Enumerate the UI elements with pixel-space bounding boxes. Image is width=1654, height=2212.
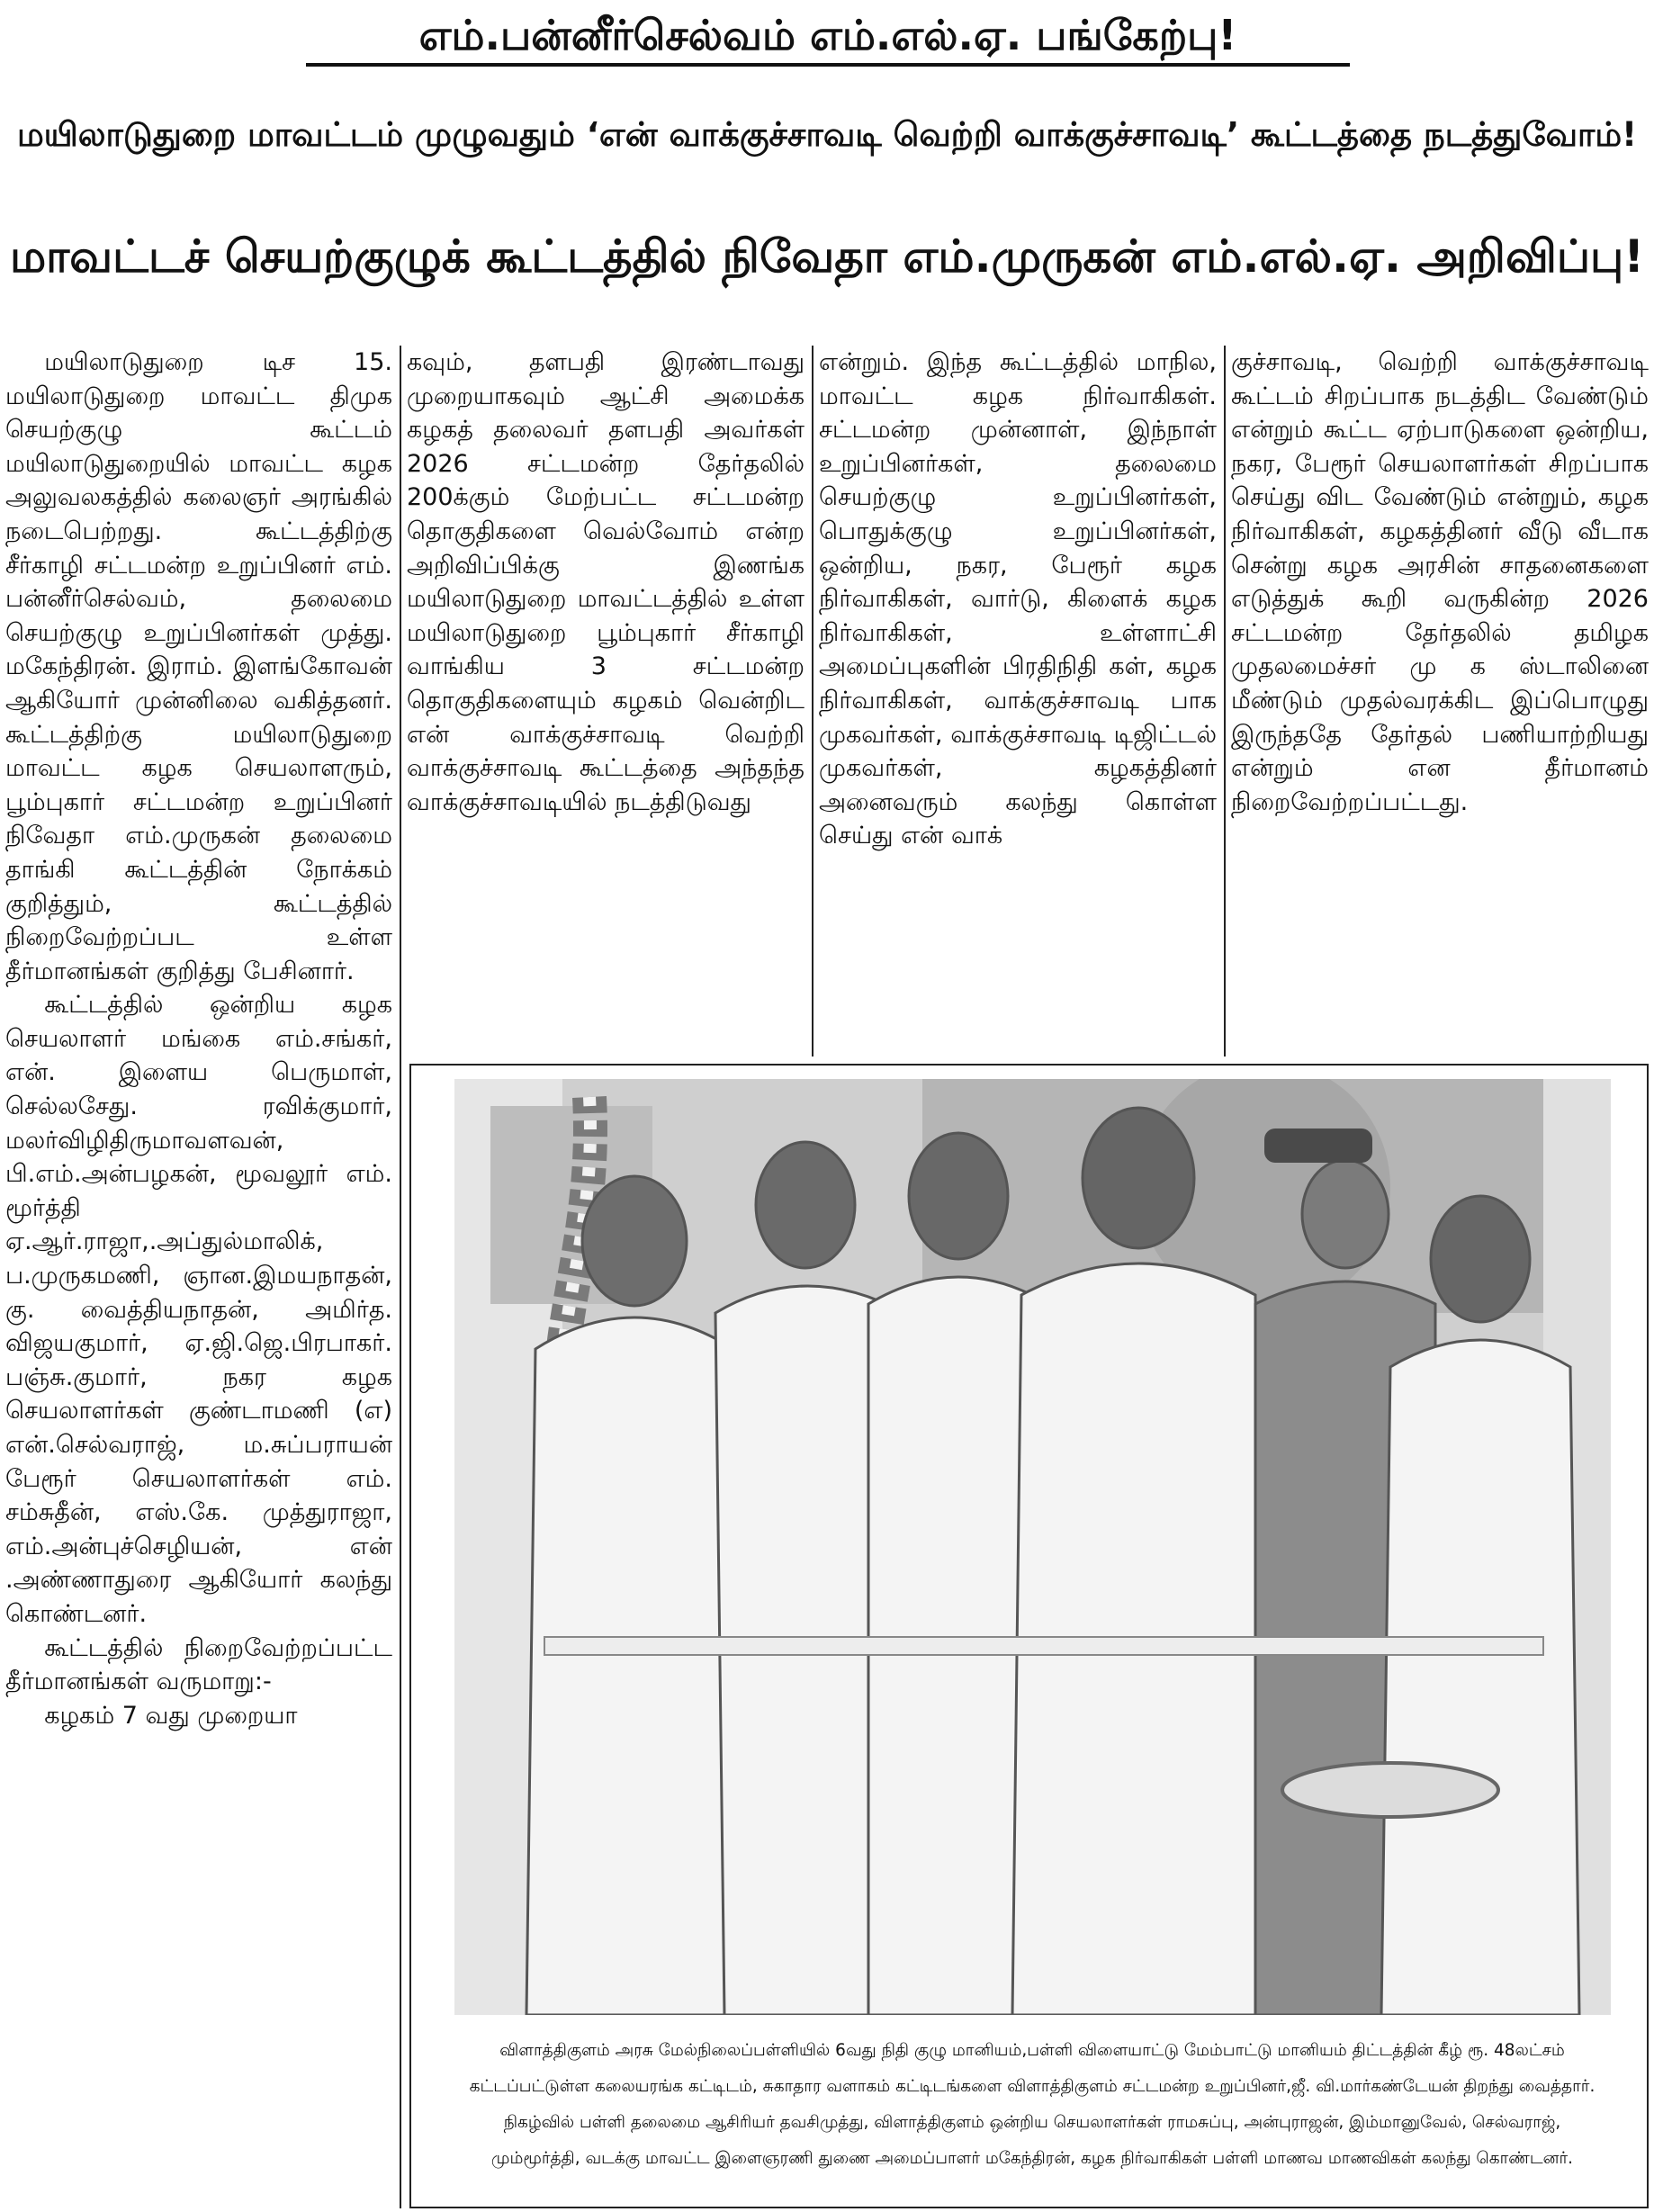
- article-paragraph: மயிலாடுதுறை டிச 15. மயிலாடுதுறை மாவட்ட திமுக செயற்குழு கூட்டம் மயிலாடுதுறையில் மாவட்ட கழக அலுவலகத்தில் கலைஞர் அரங்கில் நடைபெற்றது. கூட்டத்திற்கு சீர்காழி சட்டமன்ற உறுப்பினர் எம். பன்னீர்செல்வம், தலைமை செயற்குழு உறுப்பினர்கள் முத்து. மகேந்திரன். இராம். இளங்கோவன் ஆகியோர் முன்னிலை வகித்தனர். கூட்டத்திற்கு மயிலாடுதுறை மாவட்ட கழக செயலாளரும், பூம்புகார் சட்டமன்ற உறுப்பினர் நிவேதா எம்.முருகன் தலைமை தாங்கி கூட்டத்தின் நோக்கம் குறித்தும், கூட்டத்தில் நிறைவேற்றப்பட உள்ள தீர்மானங்கள் குறித்து பேசினார்.: [5, 348, 392, 985]
- column-divider: [400, 346, 401, 2208]
- photo-caption: விளாத்திகுளம் அரசு மேல்நிலைப்பள்ளியில் 6வது நிதி குழு மானியம்,பள்ளி விளையாட்டு மேம்பாட்டு மானியம் திட்டத்தின் கீழ் ரூ. 48லட்சம் கட்டப்பட்டுள்ள கலையரங்க கட்டிடம், சுகாதார வளாகம் கட்டிடங்களை விளாத்திகுளம் சட்டமன்ற உறுப்பினர்,ஜீ. வி.மார்கண்டேயன் திறந்து வைத்தார். நிகழ்வில் பள்ளி தலைமை ஆசிரியர் தவசிமுத்து, விளாத்திகுளம் ஒன்றிய செயலாளர்கள் ராமசுப்பு, அன்புராஜன், இம்மானுவேல், செல்வராஜ், மும்மூர்த்தி, வடக்கு மாவட்ட இளைஞரணி துணை அமைப்பாளர் மகேந்திரன், கழக நிர்வாகிகள் பள்ளி மாணவ மாணவிகள் கலந்து கொண்டனர்.: [469, 2041, 1596, 2168]
- column-divider: [1224, 346, 1226, 1057]
- article-column-3: [819, 346, 1217, 1076]
- article-paragraph: கூட்டத்தில் ஒன்றிய கழக செயலாளர் மங்கை எம்.சங்கர், என். இளைய பெருமாள், செல்லசேது. ரவிக்குமார், மலர்விழிதிருமாவளவன், பி.எம்.அன்பழகன், மூவலூர் எம். மூர்த்தி ஏ.ஆர்.ராஜா,.அப்துல்மாலிக், ப.முருகமணி, ஞான.இமயநாதன், கு. வைத்தியநாதன், அமிர்த. விஜயகுமார், ஏ.ஜி.ஜெ.பிரபாகர். பஞ்சு.குமார், நகர கழக செயலாளர்கள் குண்டாமணி (எ) என்.செல்வராஜ், ம.சுப்பராயன் பேரூர் செயலாளர்கள் எம். சம்சுதீன், எஸ்.கே. முத்துராஜா, எம்.அன்புச்செழியன், என் .அண்ணாதுரை ஆகியோர் கலந்து கொண்டனர்.: [5, 991, 392, 1628]
- article-column-2: [407, 346, 805, 1076]
- news-photo: [454, 1079, 1611, 2015]
- article-paragraph: கவும், தளபதி இரண்டாவது முறையாகவும் ஆட்சி அமைக்க கழகத் தலைவர் தளபதி அவர்கள் 2026 சட்டமன்ற தேர்தலில் 200க்கும் மேற்பட்ட சட்டமன்ற தொகுதிகளை வெல்வோம் என்ற அறிவிப்பிக்கு இணங்க மயிலாடுதுறை மாவட்டத்தில் உள்ள மயிலாடுதுறை பூம்புகார் சீர்காழி வாங்கிய 3 சட்டமன்ற தொகுதிகளையும் கழகம் வென்றிட என் வாக்குச்சாவடி வெற்றி வாக்குச்சாவடி கூட்டத்தை அந்தந்த வாக்குச்சாவடியில் நடத்திடுவது: [407, 348, 805, 816]
- column-divider: [812, 346, 814, 1057]
- article-column-1: [5, 346, 392, 2212]
- kicker-headline: எம்.பன்னீர்செல்வம் எம்.எல்.ஏ. பங்கேற்பு!: [306, 7, 1350, 67]
- article-column-4: [1231, 346, 1649, 1076]
- ribbon-cutting-photo-illustration: [454, 1079, 1611, 2015]
- article-paragraph: கூட்டத்தில் நிறைவேற்றப்பட்ட தீர்மானங்கள் வருமாறு:-: [5, 1633, 392, 1696]
- photo-box: [409, 1064, 1649, 2208]
- article-paragraph: குச்சாவடி, வெற்றி வாக்குச்சாவடி கூட்டம் சிறப்பாக நடத்திட வேண்டும் என்றும் கூட்ட ஏற்பாடுகளை ஒன்றிய, நகர, பேரூர் செயலாளர்கள் சிறப்பாக செய்து விட வேண்டும் என்றும், கழக நிர்வாகிகள், கழகத்தினர் வீடு வீடாக சென்று கழக அரசின் சாதனைகளை எடுத்துக் கூறி வருகின்ற 2026 சட்டமன்ற தேர்தலில் தமிழக முதலமைச்சர் மு க ஸ்டாலினை மீண்டும் முதல்வரக்கிட இப்பொழுது இருந்ததே தேர்தல் பணியாற்றியது என்றும் என தீர்மானம் நிறைவேற்றப்பட்டது.: [1231, 348, 1649, 816]
- article-paragraph: என்றும். இந்த கூட்டத்தில் மாநில, மாவட்ட கழக நிர்வாகிகள். சட்டமன்ற முன்னாள், இந்நாள் உறுப்பினர்கள், தலைமை செயற்குழு உறுப்பினர்கள், பொதுக்குழு உறுப்பினர்கள், ஒன்றிய, நகர, பேரூர் கழக நிர்வாகிகள், வார்டு, கிளைக் கழக நிர்வாகிகள், உள்ளாட்சி அமைப்புகளின் பிரதிநிதி கள், கழக நிர்வாகிகள், வாக்குச்சாவடி பாக முகவர்கள், வாக்குச்சாவடி டிஜிட்டல் முகவர்கள், கழகத்தினர் அனைவரும் கலந்து கொள்ள செய்து என் வாக்: [819, 348, 1217, 850]
- sub-headline: மாவட்டச் செயற்குழுக் கூட்டத்தில் நிவேதா எம்.முருகன் எம்.எல்.ஏ. அறிவிப்பு!: [9, 230, 1645, 283]
- article-paragraph: கழகம் 7 வது முறையா: [44, 1701, 298, 1730]
- main-headline: மயிலாடுதுறை மாவட்டம் முழுவதும் ‘என் வாக்குச்சாவடி வெற்றி வாக்குச்சாவடி’ கூட்டத்தை நடத்துவோம்!: [16, 115, 1638, 154]
